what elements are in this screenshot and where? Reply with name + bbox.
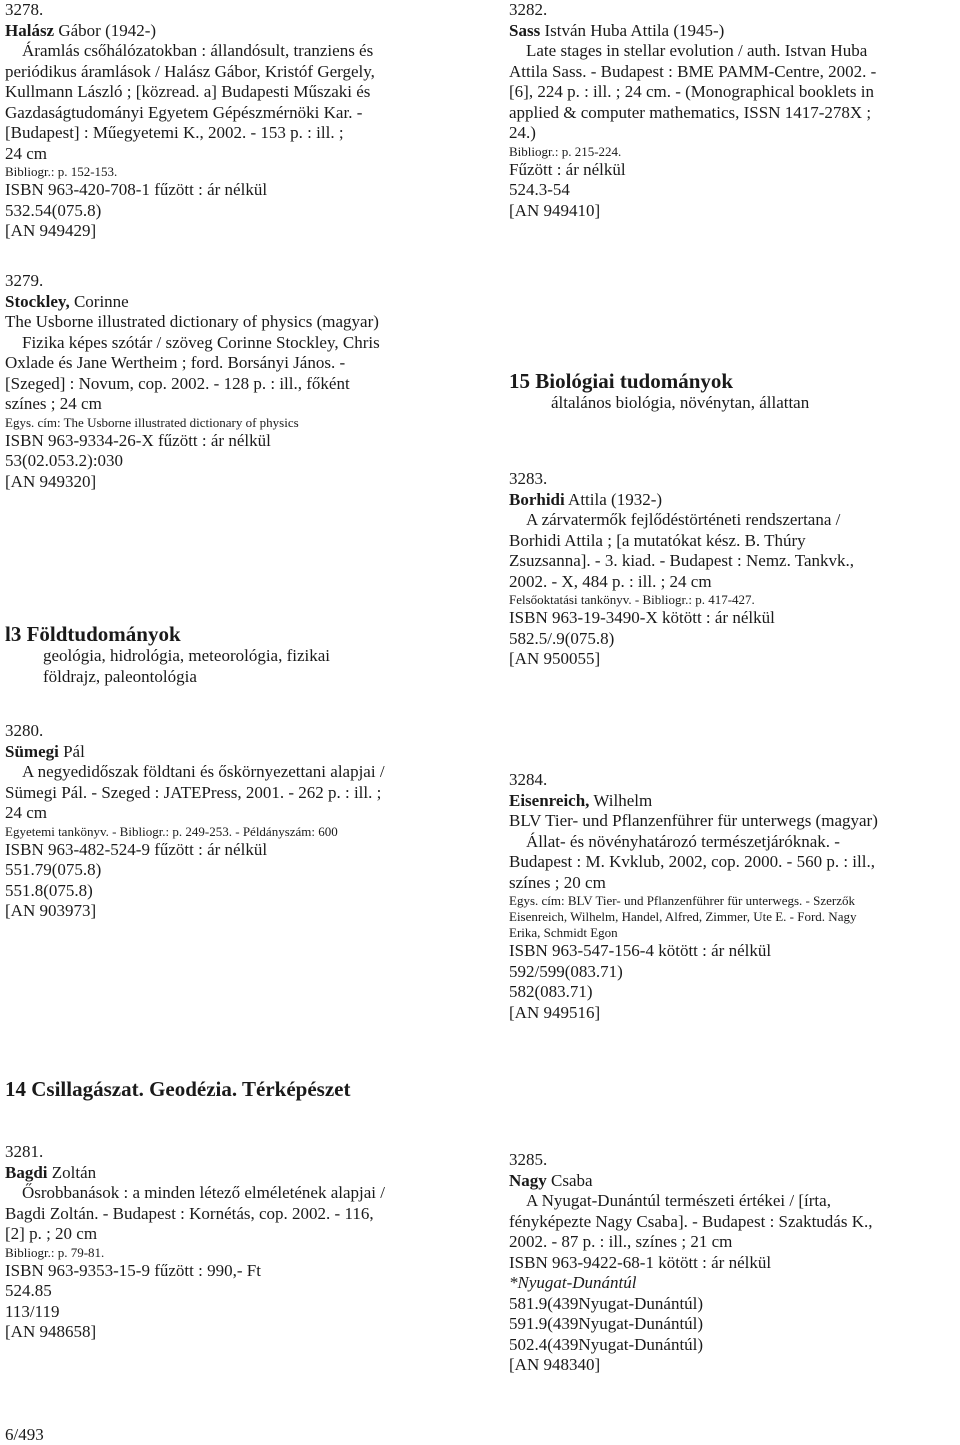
section-title: 14 Csillagászat. Geodézia. Térképészet [5, 1077, 351, 1101]
entry-3282 [509, 0, 959, 221]
entry-line: [6], 224 p. : ill. ; 24 cm. - (Monographical booklets in [509, 82, 874, 101]
entry-number: 3285. [509, 1150, 548, 1169]
entry-classification: 53(02.053.2):030 [5, 451, 124, 470]
section-title: 15 Biológiai tudományok [509, 369, 734, 393]
entry-isbn: ISBN 963-547-156-4 kötött : ár nélkül [509, 941, 772, 960]
entry-line: Fizika képes szótár / szöveg Corinne Stockley, Chris [22, 332, 380, 352]
entry-author [5, 1163, 465, 1184]
entry-line: [2] p. ; 20 cm [5, 1224, 98, 1243]
entry-author [5, 742, 465, 763]
author-last-name: Borhidi [509, 489, 565, 509]
author-last-name: Bagdi [5, 1162, 48, 1182]
entry-number: 3278. [5, 0, 44, 19]
entry-title: Áramlás csőhálózatokban : állandósult, tranziens és [22, 41, 374, 60]
entry-classification: 113/119 [5, 1301, 60, 1321]
author-rest: Corinne [69, 291, 129, 311]
author-last-name: Eisenreich, [509, 790, 590, 810]
entry-line: 2002. - X, 484 p. : ill. ; 24 cm [509, 571, 712, 591]
entry-3285 [509, 1150, 959, 1376]
entry-classification: 591.9(439Nyugat-Dunántúl) [509, 1314, 704, 1333]
author-rest: Wilhelm [589, 790, 653, 810]
entry-line: applied & computer mathematics, ISSN 1417-278X ; [509, 102, 872, 122]
entry-line: Zsuzsanna]. - 3. kiad. - Budapest : Nemz. Tankvk., [509, 551, 855, 570]
entry-classification: 502.4(439Nyugat-Dunántúl) [509, 1334, 704, 1354]
entry-isbn: ISBN 963-420-708-1 fűzött : ár nélkül [5, 180, 268, 199]
entry-classification: 592/599(083.71) [509, 961, 623, 981]
entry-classification: 581.9(439Nyugat-Dunántúl) [509, 1293, 704, 1313]
entry-title: A zárvatermők fejlődéstörténeti rendszertana / [526, 510, 841, 529]
entry-line: [Szeged] : Novum, cop. 2002. - 128 p. : ill., főként [5, 373, 350, 393]
section-15-heading [509, 369, 959, 414]
entry-line: [Budapest] : Műegyetemi K., 2002. - 153 p. : ill. ; [5, 123, 344, 142]
entry-note: Bibliogr.: p. 79-81. [5, 1244, 105, 1260]
entry-isbn: ISBN 963-9353-15-9 fűzött : 990,- Ft [5, 1260, 261, 1280]
entry-3281 [5, 1142, 465, 1343]
entry-isbn: ISBN 963-9334-26-X fűzött : ár nélkül [5, 430, 271, 450]
author-rest: Pál [58, 741, 85, 761]
entry-3284 [509, 770, 959, 1023]
entry-classification: 524.85 [5, 1281, 52, 1300]
author-last-name: Stockley, [5, 291, 70, 311]
entry-number: 3280. [5, 721, 44, 740]
section-13-heading [5, 622, 465, 687]
entry-title: A Nyugat-Dunántúl természeti értékei / [írta, [526, 1191, 831, 1210]
entry-binding: Fűzött : ár nélkül [509, 159, 626, 179]
entry-note: Egys. cím: The Usborne illustrated dictionary of physics [5, 414, 299, 430]
entry-3279 [5, 271, 465, 492]
section-subtitle: általános biológia, növénytan, állattan [551, 393, 810, 412]
entry-subject-heading: *Nyugat-Dunántúl [509, 1273, 637, 1292]
author-last-name: Sümegi [5, 741, 59, 761]
section-subtitle: geológia, hidrológia, meteorológia, fizikai [43, 646, 331, 665]
page-number: 6/493 [5, 1425, 44, 1444]
author-rest: Csaba [546, 1170, 593, 1190]
entry-classification: 532.54(075.8) [5, 200, 102, 220]
entry-classification: 524.3-54 [509, 180, 570, 199]
entry-note: Egyetemi tankönyv. - Bibliogr.: p. 249-253. - Példányszám: 600 [5, 823, 338, 839]
entry-isbn: ISBN 963-19-3490-X kötött : ár nélkül [509, 608, 775, 627]
entry-classification: 582(083.71) [509, 982, 593, 1001]
entry-number: 3282. [509, 0, 548, 19]
entry-line: 24 cm [5, 143, 48, 163]
entry-line: periódikus áramlások / Halász Gábor, Kristóf Gergely, [5, 61, 375, 81]
entry-author [509, 21, 959, 42]
author-last-name: Halász [5, 20, 55, 40]
section-title: l3 Földtudományok [5, 622, 181, 646]
entry-isbn: ISBN 963-9422-68-1 kötött : ár nélkül [509, 1252, 772, 1272]
entry-an-number: [AN 950055] [509, 649, 601, 668]
entry-note: Bibliogr.: p. 215-224. [509, 143, 622, 159]
entry-number: 3283. [509, 469, 548, 488]
entry-3280 [5, 721, 465, 922]
entry-line: színes ; 20 cm [509, 872, 606, 892]
entry-classification: 551.79(075.8) [5, 860, 102, 879]
entry-number: 3279. [5, 271, 44, 290]
entry-author [5, 21, 465, 42]
entry-classification: 551.8(075.8) [5, 880, 93, 900]
entry-title: The Usborne illustrated dictionary of physics (magyar) [5, 312, 379, 331]
entry-line: fényképezte Nagy Csaba]. - Budapest : Szaktudás K., [509, 1211, 873, 1231]
author-last-name: Nagy [509, 1170, 547, 1190]
entry-number: 3284. [509, 770, 548, 789]
entry-3278 [5, 0, 465, 242]
entry-line: Sümegi Pál. - Szeged : JATEPress, 2001. - 262 p. : ill. ; [5, 782, 382, 802]
entry-title: Ősrobbanások : a minden létező elméletének alapjai / [22, 1183, 386, 1202]
entry-title: Late stages in stellar evolution / auth. Istvan Huba [526, 41, 868, 60]
entry-note: Eisenreich, Wilhelm, Handel, Alfred, Zimmer, Ute E. - Ford. Nagy [509, 909, 857, 924]
entry-an-number: [AN 949320] [5, 471, 97, 491]
entry-title: BLV Tier- und Pflanzenführer für unterwegs (magyar) [509, 811, 878, 830]
entry-line: színes ; 24 cm [5, 394, 102, 413]
entry-isbn: ISBN 963-482-524-9 fűzött : ár nélkül [5, 839, 268, 859]
section-subtitle: földrajz, paleontológia [43, 666, 197, 686]
entry-line: 2002. - 87 p. : ill., színes ; 21 cm [509, 1232, 733, 1251]
entry-line: 24 cm [5, 803, 48, 822]
entry-title: A negyedidőszak földtani és őskörnyezettani alapjai / [22, 762, 385, 781]
author-rest: Zoltán [47, 1162, 97, 1182]
entry-an-number: [AN 949410] [509, 200, 601, 220]
entry-line: Oxlade és Jane Wertheim ; ford. Borsányi János. - [5, 353, 346, 372]
entry-author [509, 1171, 959, 1192]
entry-note: Felsőoktatási tankönyv. - Bibliogr.: p. 417-427. [509, 592, 755, 607]
entry-an-number: [AN 948658] [5, 1322, 97, 1341]
entry-note: Erika, Schmidt Egon [509, 925, 618, 940]
entry-author [509, 791, 959, 812]
author-rest: István Huba Attila (1945-) [540, 20, 725, 40]
author-rest: Gábor (1942-) [54, 20, 157, 40]
entry-line: Budapest : M. Kvklub, 2002, cop. 2000. - 560 p. : ill., [509, 852, 875, 871]
entry-number: 3281. [5, 1142, 44, 1161]
author-rest: Attila (1932-) [564, 489, 663, 509]
entry-note: Bibliogr.: p. 152-153. [5, 164, 118, 179]
entry-note: Egys. cím: BLV Tier- und Pflanzenführer für unterwegs. - Szerzők [509, 893, 855, 908]
entry-3283 [509, 469, 959, 670]
entry-classification: 582.5/.9(075.8) [509, 628, 615, 648]
entry-line: Borhidi Attila ; [a mutatókat kész. B. Thúry [509, 530, 806, 550]
entry-line: Gazdaságtudományi Egyetem Gépészmérnöki Kar. - [5, 102, 363, 122]
entry-line: Állat- és növényhatározó természetjáróknak. - [526, 831, 840, 851]
entry-author [5, 292, 465, 313]
entry-an-number: [AN 903973] [5, 901, 97, 920]
entry-line: 24.) [509, 123, 536, 142]
entry-line: Kullmann László ; [közread. a] Budapesti Műszaki és [5, 82, 371, 101]
entry-line: Attila Sass. - Budapest : BME PAMM-Centre, 2002. - [509, 61, 877, 81]
section-14-heading [5, 1077, 605, 1101]
entry-an-number: [AN 949516] [509, 1002, 601, 1022]
entry-an-number: [AN 949429] [5, 221, 97, 240]
entry-author [509, 490, 959, 511]
author-last-name: Sass [509, 20, 541, 40]
entry-an-number: [AN 948340] [509, 1355, 601, 1374]
entry-line: Bagdi Zoltán. - Budapest : Kornétás, cop. 2002. - 116, [5, 1203, 374, 1223]
